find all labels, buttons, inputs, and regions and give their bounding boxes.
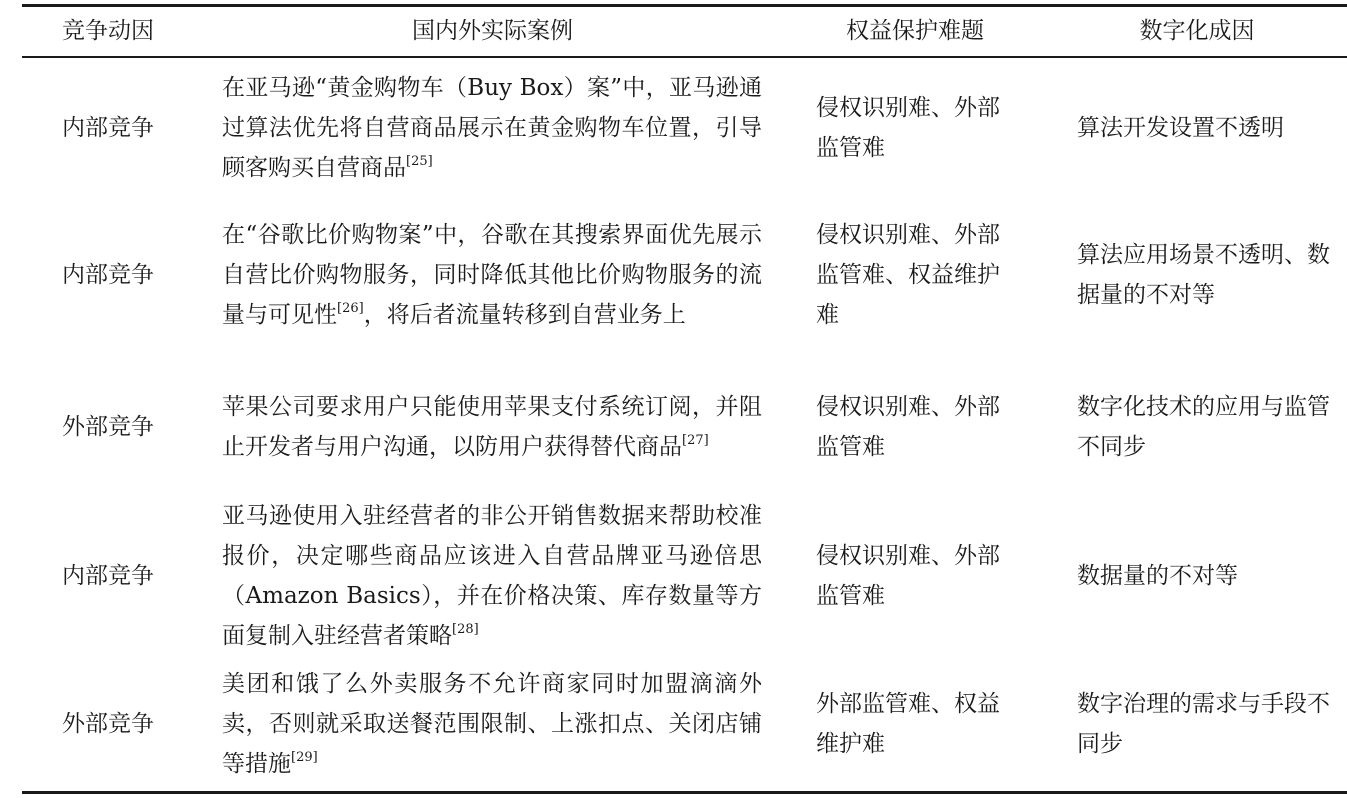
table-row bbox=[0, 194, 1347, 356]
case-text: 在“谷歌比价购物案”中，谷歌在其搜索界面优先展示自营比价购物服务，同时降低其他比价购物服务的流量与可见性 bbox=[222, 222, 762, 328]
motive-cell: 外部竞争 bbox=[62, 414, 154, 440]
citation-ref: [25] bbox=[406, 154, 433, 169]
difficulty-text: 侵权识别难、外部监管难、权益维护难 bbox=[816, 222, 1000, 328]
case-text: 苹果公司要求用户只能使用苹果支付系统订阅，并阻止开发者与用户沟通，以防用户获得替代商品 bbox=[222, 394, 762, 460]
case-text: 美团和饿了么外卖服务不允许商家同时加盟滴滴外卖，否则就采取送餐范围限制、上涨扣点、关闭店铺等措施 bbox=[222, 671, 762, 777]
case-text: 在亚马逊“黄金购物车（Buy Box）案”中，亚马逊通过算法优先将自营商品展示在黄金购物车位置，引导顾客购买自营商品 bbox=[222, 75, 762, 181]
cause-cell bbox=[1077, 664, 1339, 784]
difficulty-text: 侵权识别难、外部监管难 bbox=[816, 95, 1000, 161]
cause-cell bbox=[1077, 368, 1339, 486]
motive-cell: 内部竞争 bbox=[62, 115, 154, 141]
table-row bbox=[0, 496, 1347, 656]
header-cases: 国内外实际案例 bbox=[412, 18, 573, 44]
difficulty-cell bbox=[816, 664, 1016, 784]
difficulty-text: 侵权识别难、外部监管难 bbox=[816, 543, 1000, 609]
table-bottom-rule bbox=[22, 791, 1347, 794]
header-cause: 数字化成因 bbox=[1139, 18, 1255, 44]
cause-text: 数字治理的需求与手段不同步 bbox=[1077, 691, 1330, 757]
table-row bbox=[0, 664, 1347, 784]
case-cell bbox=[222, 664, 762, 784]
cause-cell bbox=[1077, 496, 1339, 656]
case-text-tail: ，将后者流量转移到自营业务上 bbox=[363, 302, 686, 328]
cause-cell bbox=[1077, 194, 1339, 356]
difficulty-cell bbox=[816, 194, 1016, 356]
table-row bbox=[0, 68, 1347, 188]
citation-ref: [28] bbox=[452, 622, 479, 637]
citation-ref: [26] bbox=[337, 301, 364, 316]
motive-cell: 外部竞争 bbox=[62, 711, 154, 737]
motive-cell: 内部竞争 bbox=[62, 262, 154, 288]
citation-ref: [29] bbox=[291, 750, 318, 765]
cause-text: 算法开发设置不透明 bbox=[1077, 115, 1284, 141]
citation-ref: [27] bbox=[682, 433, 709, 448]
difficulty-cell bbox=[816, 368, 1016, 486]
difficulty-cell bbox=[816, 496, 1016, 656]
cause-text: 算法应用场景不透明、数据量的不对等 bbox=[1077, 242, 1330, 308]
difficulty-text: 外部监管难、权益维护难 bbox=[816, 691, 1000, 757]
header-difficulty: 权益保护难题 bbox=[846, 18, 984, 44]
cause-text: 数字化技术的应用与监管不同步 bbox=[1077, 394, 1330, 460]
difficulty-text: 侵权识别难、外部监管难 bbox=[816, 394, 1000, 460]
case-text: 亚马逊使用入驻经营者的非公开销售数据来帮助校准报价，决定哪些商品应该进入自营品牌亚马逊倍思（Amazon Basics），并在价格决策、库存数量等方面复制入驻经营者策略 bbox=[222, 503, 762, 649]
case-cell bbox=[222, 68, 762, 188]
cause-cell bbox=[1077, 68, 1339, 188]
case-cell bbox=[222, 368, 762, 486]
difficulty-cell bbox=[816, 68, 1016, 188]
table-header-rule bbox=[22, 56, 1347, 58]
case-cell bbox=[222, 496, 762, 656]
motive-cell: 内部竞争 bbox=[62, 563, 154, 589]
table-top-rule bbox=[22, 4, 1347, 7]
case-cell bbox=[222, 194, 762, 356]
header-motive: 竞争动因 bbox=[62, 18, 154, 44]
cause-text: 数据量的不对等 bbox=[1077, 563, 1238, 589]
table-row bbox=[0, 368, 1347, 486]
